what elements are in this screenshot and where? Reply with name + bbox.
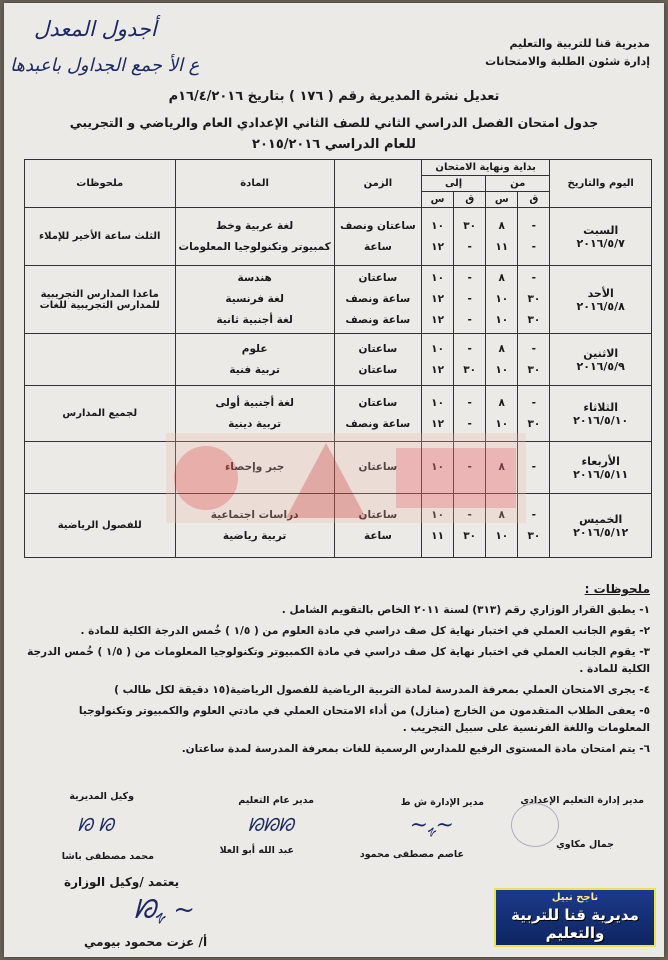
note-item: ٦- يتم امتحان مادة المستوى الرفيع للمدارس الرسمية للغات بمعرفة المدرسة لمدة ساعتان. [181, 743, 650, 755]
note-cell: الثلث ساعة الأخير للإملاء [25, 208, 176, 266]
day-cell [550, 266, 652, 334]
to-minutes-value: - [467, 314, 472, 326]
notes-heading: ملحوظات : [584, 582, 650, 596]
to-hour-value: ١٠ [431, 461, 444, 473]
to-hour-value: ١٢ [431, 240, 444, 253]
signature-title-2: مدير الإدارة ش ط [400, 797, 484, 808]
subject-value: تربية دينية [228, 417, 282, 430]
from-minutes-value: ٣٠ [527, 363, 541, 376]
to-minutes-value: - [467, 396, 472, 409]
from-hour [486, 442, 518, 494]
subject-value: علوم [241, 342, 268, 355]
signature-title-4: وكيل المديرية [69, 791, 134, 802]
from-minutes-value: ٣٠ [527, 529, 541, 542]
to-minutes-value: - [467, 461, 472, 473]
document-page [4, 3, 664, 957]
note-item: ٥- يعفى الطلاب المتقدمون من الخارج (منازل) من أداء الامتحان العملي في مادتي العلوم والكمبيوتر وتكنولوجيا المعلومات واللغة الفرنسية على سبيل التجريب . [78, 705, 650, 734]
signature-scribble: ᘗ ᘗ [77, 815, 114, 836]
header-from-s: س [486, 192, 518, 208]
to-hour-value: ١٢ [431, 363, 444, 376]
from-hour-value: ١٠ [495, 417, 509, 430]
from-minutes-value: - [531, 240, 537, 253]
day-cell [550, 386, 652, 442]
from-minutes-value: ٣٠ [527, 314, 541, 326]
day-date: ٢٠١٦/٥/١٠ [573, 413, 629, 427]
to-hour-value: ١١ [431, 529, 444, 542]
subject-value: لغة أجنبية أولى [215, 396, 294, 409]
note-cell: للفصول الرياضية [25, 494, 176, 558]
header-subject: المادة [175, 160, 334, 208]
approver-name: أ/ عزت محمود بيومي [84, 935, 208, 949]
day-name: الخميس [579, 512, 623, 526]
notes-section [26, 581, 650, 762]
subject [175, 266, 334, 334]
duration-value: ساعة [363, 240, 392, 253]
day-date: ٢٠١٦/٥/٩ [576, 359, 625, 373]
handwritten-subtitle: ع الأ جمع الجداول باعبدها [10, 55, 200, 76]
to-hour [422, 386, 454, 442]
approval-signature: ᘗﮩ ~ [134, 895, 196, 925]
to-minutes [454, 334, 486, 386]
signature-name-2: عاصم مصطفى محمود [359, 849, 464, 860]
duration-value: ساعتان [358, 363, 398, 376]
signature-scribble: ~ﮩ~ [409, 813, 454, 838]
note-cell: ماعدا المدارس التجريبية للمدارس التجريبية للغات [25, 266, 176, 334]
schedule-row [25, 208, 652, 266]
from-minutes-value: - [531, 219, 537, 232]
to-minutes-value: - [467, 240, 472, 253]
day-name: الأربعاء [581, 454, 620, 468]
from-hour-value: ١٠ [495, 529, 509, 542]
from-hour-value: ١٠ [495, 314, 509, 326]
exam-schedule-table [24, 159, 652, 558]
signature-title-3: مدير عام التعليم [238, 795, 314, 806]
to-hour [422, 442, 454, 494]
header-to: إلى [422, 176, 486, 192]
to-minutes-value: - [467, 508, 472, 521]
to-minutes-value: - [467, 342, 472, 355]
day-cell [550, 494, 652, 558]
duration-value: ساعتان [358, 508, 398, 521]
duration [334, 442, 421, 494]
subject [175, 386, 334, 442]
signature-name-1: جمال مكاوي [556, 839, 614, 850]
duration-value: ساعتان [358, 396, 398, 409]
from-hour-value: ١٠ [495, 293, 509, 305]
header-day: اليوم والتاريخ [550, 160, 652, 208]
header-to-s: س [422, 192, 454, 208]
day-name: السبت [583, 223, 619, 237]
from-minutes-value: - [531, 508, 537, 521]
handwritten-title: أجدول المعدل [34, 17, 157, 41]
from-hour-value: ٨ [498, 342, 505, 355]
schedule-row [25, 494, 652, 558]
approval-label: يعتمد /وكيل الوزارة [64, 875, 180, 889]
day-name: الاثنين [583, 346, 619, 360]
from-hour-value: ٨ [498, 396, 505, 409]
to-minutes [454, 442, 486, 494]
subject-value: جبر وإحصاء [224, 461, 285, 473]
signature-title-1: مدير إدارة التعليم الإعدادي [520, 795, 644, 806]
note-cell [25, 442, 176, 494]
from-minutes [518, 442, 550, 494]
to-minutes-value: ٣٠ [463, 529, 477, 542]
to-hour-value: ١٠ [431, 272, 444, 284]
from-minutes [518, 208, 550, 266]
schedule-row [25, 386, 652, 442]
to-hour-value: ١٠ [431, 342, 444, 355]
signature-name-3: عبد الله أبو العلا [219, 845, 294, 856]
day-name: الأحد [587, 286, 614, 300]
duration [334, 386, 421, 442]
duration-value: ساعتان [358, 272, 398, 284]
stamp-mark [511, 803, 559, 847]
note-cell [25, 334, 176, 386]
day-cell [550, 442, 652, 494]
from-minutes [518, 386, 550, 442]
subject-value: دراسات اجتماعية [210, 508, 299, 521]
subject [175, 208, 334, 266]
to-minutes-value: - [467, 272, 472, 284]
from-hour-value: ٨ [498, 219, 505, 232]
day-date: ٢٠١٦/٥/٧ [576, 236, 625, 250]
from-minutes-value: - [531, 272, 537, 284]
to-hour-value: ١٢ [431, 314, 444, 326]
from-minutes [518, 266, 550, 334]
note-cell: لجميع المدارس [25, 386, 176, 442]
to-hour-value: ١٠ [431, 396, 444, 409]
subject-value: كمبيوتر وتكنولوجيا المعلومات [178, 240, 331, 253]
note-item: ٣- يقوم الجانب العملي في اختبار نهاية كل صف دراسي في مادة الكمبيوتر وتكنولوجيا المعلومات من ( ١/٥ ) خُمس الدرجة الكلية للمادة . [27, 646, 650, 675]
to-hour-value: ١٠ [431, 219, 444, 232]
from-minutes-value: ٣٠ [527, 417, 541, 430]
from-hour-value: ٨ [498, 272, 505, 284]
amendment-line: تعديل نشرة المديرية رقم ( ١٧٦ ) بتاريخ ١٦/٤/٢٠١٦م [168, 89, 500, 104]
duration [334, 208, 421, 266]
duration [334, 334, 421, 386]
duration-value: ساعتان ونصف [340, 219, 416, 232]
subject-value: لغة عربية وخط [216, 219, 294, 232]
subject-value: تربية فنية [229, 363, 280, 376]
header-start-end: بداية ونهاية الامتحان [422, 160, 550, 176]
note-item: ١- يطبق القرار الوزاري رقم (٣١٣) لسنة ٢٠١١ الخاص بالتقويم الشامل . [281, 604, 650, 616]
to-minutes [454, 208, 486, 266]
document-subtitle: للعام الدراسي ٢٠١٥/٢٠١٦ [252, 137, 416, 152]
from-minutes-value: ٣٠ [527, 293, 541, 305]
duration-value: ساعة ونصف [345, 293, 411, 305]
subject-value: لغة أجنبية ثانية [216, 314, 293, 326]
duration-value: ساعتان [358, 461, 398, 473]
day-date: ٢٠١٦/٥/١٢ [573, 525, 629, 539]
to-hour-value: ١٢ [431, 293, 444, 305]
schedule-row [25, 334, 652, 386]
from-hour-value: ١٠ [495, 363, 509, 376]
to-minutes-value: ٣٠ [463, 363, 477, 376]
duration [334, 494, 421, 558]
subject [175, 442, 334, 494]
from-minutes-value: - [531, 461, 537, 473]
source-banner [494, 888, 656, 947]
to-hour [422, 266, 454, 334]
from-hour [486, 386, 518, 442]
signatures-area [24, 773, 654, 873]
from-hour-value: ١١ [495, 240, 509, 253]
to-minutes [454, 266, 486, 334]
to-hour [422, 334, 454, 386]
from-minutes-value: - [531, 342, 537, 355]
authority-line-2: إدارة شئون الطلبة والامتحانات [485, 55, 650, 68]
duration-value: ساعة [363, 529, 392, 542]
to-minutes [454, 494, 486, 558]
from-hour [486, 494, 518, 558]
from-hour [486, 334, 518, 386]
document-title: جدول امتحان الفصل الدراسي الثاني للصف الثاني الإعدادي العام والرياضي و التجريبي [69, 115, 599, 130]
to-minutes-value: - [467, 293, 472, 305]
schedule-row [25, 442, 652, 494]
subject [175, 494, 334, 558]
day-date: ٢٠١٦/٥/١١ [573, 467, 629, 481]
from-hour-value: ٨ [498, 461, 505, 473]
from-minutes [518, 494, 550, 558]
signature-scribble: ᘗᘗᘗ [248, 815, 294, 836]
header-duration: الزمن [334, 160, 421, 208]
header-notes: ملحوظات [25, 160, 176, 208]
to-hour [422, 494, 454, 558]
header-from: من [486, 176, 550, 192]
to-minutes [454, 386, 486, 442]
subject-value: هندسة [237, 272, 272, 284]
subject-value: تربية رياضية [222, 529, 287, 542]
header-from-q: ق [518, 192, 550, 208]
duration [334, 266, 421, 334]
day-name: الثلاثاء [583, 400, 618, 414]
to-hour [422, 208, 454, 266]
from-hour [486, 208, 518, 266]
from-minutes [518, 334, 550, 386]
duration-value: ساعتان [358, 342, 398, 355]
note-item: ٤- يجرى الامتحان العملي بمعرفة المدرسة لمادة التربية الرياضية للفصول الرياضية(١٥ دقيقة لكل طالب ) [114, 684, 650, 696]
header-to-q: ق [454, 192, 486, 208]
to-hour-value: ١٢ [431, 417, 444, 430]
day-date: ٢٠١٦/٥/٨ [576, 299, 625, 313]
banner-author: ناجح نبيل [551, 892, 599, 903]
authority-line-1: مديرية قنا للتربية والتعليم [509, 37, 650, 50]
subject [175, 334, 334, 386]
subject-value: لغة فرنسية [225, 293, 284, 305]
banner-title: مديرية قنا للتربية والتعليم [511, 906, 639, 942]
day-cell [550, 334, 652, 386]
to-minutes-value: - [467, 417, 472, 430]
day-cell [550, 208, 652, 266]
signature-name-4: محمد مصطفى باشا [61, 851, 154, 862]
from-minutes-value: - [531, 396, 537, 409]
duration-value: ساعة ونصف [345, 417, 411, 430]
from-hour [486, 266, 518, 334]
to-hour-value: ١٠ [431, 508, 444, 521]
to-minutes-value: ٣٠ [463, 219, 477, 232]
schedule-row [25, 266, 652, 334]
note-item: ٢- يقوم الجانب العملي في اختبار نهاية كل صف دراسي في مادة العلوم من ( ١/٥ ) خُمس الدرجة الكلية للمادة . [80, 625, 650, 637]
duration-value: ساعة ونصف [345, 314, 411, 326]
from-hour-value: ٨ [498, 508, 505, 521]
